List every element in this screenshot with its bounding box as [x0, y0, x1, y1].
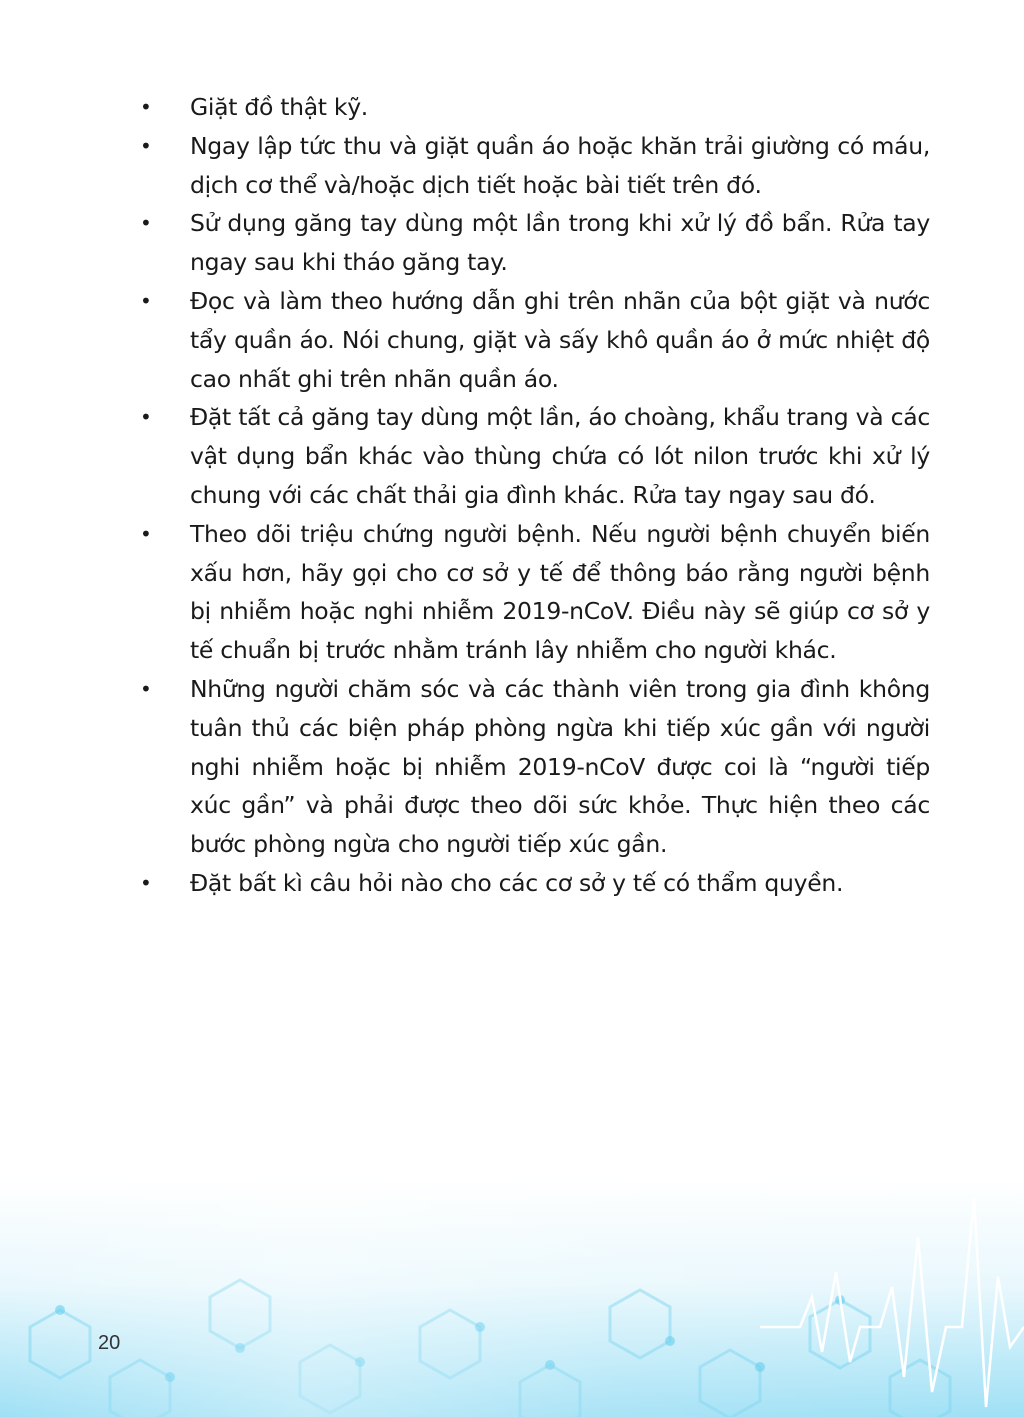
bullet-icon: •: [140, 870, 152, 895]
list-item-text: Giặt đồ thật kỹ.: [190, 93, 368, 121]
bullet-icon: •: [140, 211, 152, 236]
bullet-icon: •: [140, 288, 152, 313]
bullet-icon: •: [140, 676, 152, 701]
page-number: 20: [98, 1332, 121, 1354]
list-item: [140, 515, 930, 670]
list-item: [140, 398, 930, 514]
list-item: [140, 204, 930, 282]
list-item: [140, 88, 930, 127]
bullet-icon: •: [140, 521, 152, 546]
list-item-text: Đặt bất kì câu hỏi nào cho các cơ sở y tế có thẩm quyền.: [190, 868, 844, 897]
list-item-text: Ngay lập tức thu và giặt quần áo hoặc khăn trải giường có máu, dịch cơ thể và/hoặc dịch tiết hoặc bài tiết trên đó.: [190, 131, 930, 199]
bullet-list: [140, 88, 930, 903]
bullet-icon: •: [140, 95, 152, 119]
list-item-text: Những người chăm sóc và các thành viên trong gia đình không tuân thủ các biện pháp phòng ngừa khi tiếp xúc gần với người nghi nhiễm hoặc bị nhiễm 2019-nCoV được coi là “người tiếp xúc gần” và phải được theo dõi sức khỏe. Thực hiện theo các bước phòng ngừa cho người tiếp xúc gần.: [190, 674, 930, 859]
list-item-text: Đặt tất cả găng tay dùng một lần, áo choàng, khẩu trang và các vật dụng bẩn khác vào thùng chứa có lót nilon trước khi xử lý chung với các chất thải gia đình khác. Rửa tay ngay sau đó.: [190, 403, 930, 509]
bullet-icon: •: [140, 405, 152, 430]
list-item: [140, 127, 930, 205]
list-item-text: Theo dõi triệu chứng người bệnh. Nếu người bệnh chuyển biến xấu hơn, hãy gọi cho cơ sở y tế để thông báo rằng người bệnh bị nhiễm hoặc nghi nhiễm 2019-nCoV. Điều này sẽ giúp cơ sở y tế chuẩn bị trước nhằm tránh lây nhiễm cho người khác.: [190, 519, 930, 665]
list-item: [140, 670, 930, 864]
hexagon-background-decoration: [0, 1177, 1024, 1417]
list-item-text: Sử dụng găng tay dùng một lần trong khi xử lý đồ bẩn. Rửa tay ngay sau khi tháo găng tay.: [190, 209, 930, 277]
list-item: [140, 282, 930, 398]
list-item-text: Đọc và làm theo hướng dẫn ghi trên nhãn của bột giặt và nước tẩy quần áo. Nói chung, giặt và sấy khô quần áo ở mức nhiệt độ cao nhất ghi trên nhãn quần áo.: [190, 286, 930, 393]
list-item: [140, 864, 930, 903]
bullet-icon: •: [140, 133, 152, 158]
